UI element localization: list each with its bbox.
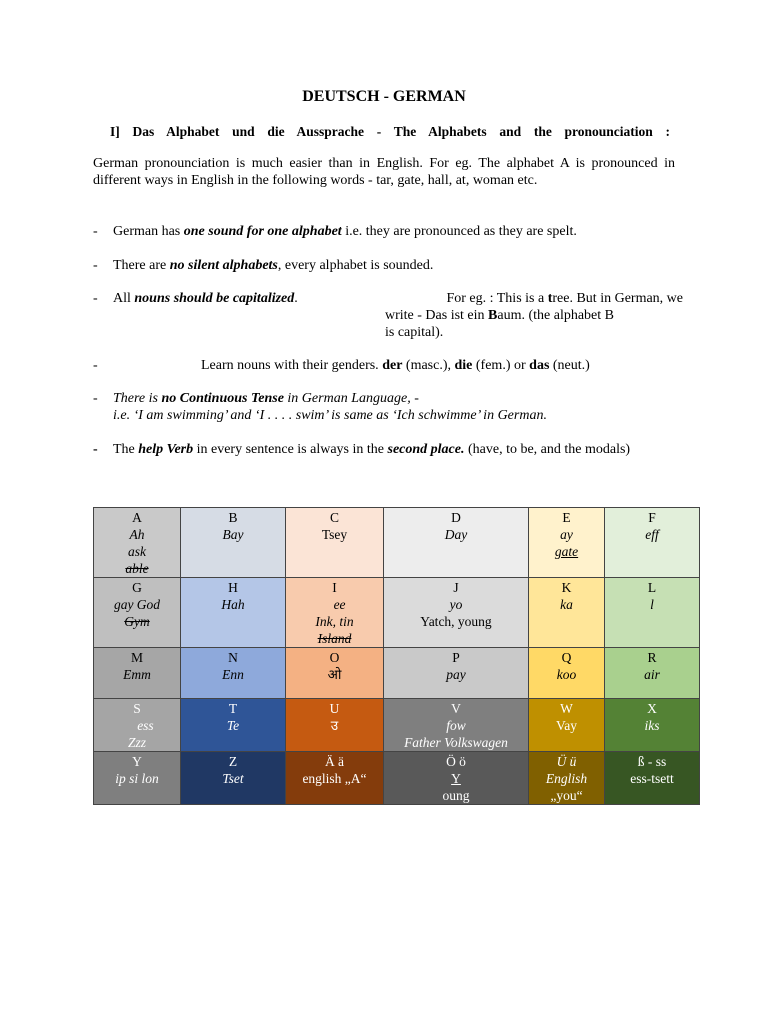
letter-cell-c <box>286 508 384 578</box>
bold-letter: t <box>547 291 553 306</box>
bullet-text: (masc.), <box>402 358 455 373</box>
bullet-text: i.e. they are pronounced as they are spelt. <box>341 224 577 239</box>
pronunciation: Bay <box>222 527 244 542</box>
letter: Z <box>228 754 238 769</box>
pronunciation: koo <box>556 667 577 682</box>
letter-cell-y <box>94 752 181 805</box>
bullet-emphasis: second place. <box>387 442 465 457</box>
example-word: „you“ <box>550 788 583 803</box>
bullet-text: German has <box>113 224 184 239</box>
bullet-genders <box>93 357 683 374</box>
bullet-text: (fem.) or <box>472 358 530 373</box>
pronunciation: ay <box>560 527 573 542</box>
bullet-dash: - <box>93 291 98 306</box>
letter-cell-j <box>384 578 529 648</box>
bullet-capitalized-nouns <box>93 290 683 341</box>
letter: F <box>648 510 656 525</box>
letter: W <box>560 701 573 716</box>
bullet-help-verb <box>93 441 683 458</box>
bullet-dash: - <box>93 442 98 457</box>
pronunciation: air <box>644 667 660 682</box>
pronunciation: Day <box>444 527 468 542</box>
gender-article: das <box>529 358 550 373</box>
letter-cell-f <box>605 508 700 578</box>
letter-cell-m <box>94 648 181 699</box>
bullet-text: is capital). <box>385 325 444 340</box>
letter: ß - ss <box>637 754 667 769</box>
pronunciation: Vay <box>556 718 577 733</box>
letter: H <box>228 580 238 595</box>
letter: O <box>329 650 340 665</box>
bullet-emphasis: no Continuous Tense <box>161 391 284 406</box>
letter: Ü ü <box>556 754 577 769</box>
gender-article: der <box>382 358 403 373</box>
bullet-continuous-tense <box>93 390 683 424</box>
bullet-emphasis: no silent alphabets <box>169 258 278 273</box>
letter: P <box>452 650 460 665</box>
bullet-dash: - <box>93 224 98 239</box>
bullet-one-sound <box>93 223 683 240</box>
letter: K <box>561 580 572 595</box>
letter: T <box>228 701 238 716</box>
bullet-emphasis: one sound for one alphabet <box>183 224 342 239</box>
pronunciation: Y oung <box>442 771 470 803</box>
bold-letter: B <box>488 308 498 323</box>
pronunciation: English <box>545 771 588 786</box>
bullet-text: The <box>113 442 139 457</box>
letter-cell-a-umlaut <box>286 752 384 805</box>
letter-cell-x <box>605 699 700 752</box>
letter: B <box>228 510 238 525</box>
letter: Ä ä <box>324 754 345 769</box>
pronunciation: Tsey <box>321 527 348 542</box>
letter-cell-b <box>181 508 286 578</box>
pronunciation: Hah <box>221 597 245 612</box>
letter: S ess <box>133 701 154 733</box>
intro-paragraph: German pronounciation is much easier than in English. For eg. The alphabet A is pronounced in different ways in English in the following words - tar, gate, hall, at, woman etc. <box>93 156 675 188</box>
table-row <box>94 699 700 752</box>
letter: G <box>132 580 142 595</box>
bullet-line <box>93 307 683 324</box>
letter: U <box>329 701 340 716</box>
letter-cell-e <box>529 508 605 578</box>
bullet-text: There is <box>113 391 162 406</box>
letter-cell-r <box>605 648 700 699</box>
bullet-text: For eg. : This is a <box>446 291 548 306</box>
letter-cell-o-umlaut <box>384 752 529 805</box>
bullet-silent-alphabets <box>93 257 683 274</box>
letter: N <box>228 650 238 665</box>
pronunciation: iks <box>644 718 660 733</box>
letter-cell-u <box>286 699 384 752</box>
pronunciation: Tset <box>222 771 244 786</box>
pronunciation: gay God <box>113 597 161 612</box>
bullet-text: Learn nouns with their genders. <box>201 358 383 373</box>
letter-cell-h <box>181 578 286 648</box>
letter-cell-q <box>529 648 605 699</box>
letter: Y <box>132 754 142 769</box>
pronunciation: उ <box>330 718 339 733</box>
bullet-text: All <box>113 291 135 306</box>
pronunciation: Ah <box>129 527 145 542</box>
pronunciation: Zzz <box>127 735 146 750</box>
bullet-dash: - <box>93 358 98 373</box>
bullet-text: ree. But in German, we <box>552 291 683 306</box>
letter: Q <box>561 650 572 665</box>
letter: V <box>451 701 461 716</box>
letter: C <box>329 510 339 525</box>
bullet-text: i.e. ‘I am swimming’ and ‘I . . . . swim’ is same as ‘Ich schwimme’ in German. <box>113 408 547 423</box>
letter: R <box>647 650 657 665</box>
bullet-text: . <box>294 291 298 306</box>
gender-article: die <box>454 358 473 373</box>
table-row <box>94 578 700 648</box>
letter: Ö ö <box>446 754 466 769</box>
letter: L <box>647 580 657 595</box>
bullet-text: in every sentence is always in the <box>193 442 388 457</box>
pronunciation: ओ <box>327 667 342 682</box>
table-row <box>94 648 700 699</box>
bullet-text: write - Das ist ein <box>385 308 489 323</box>
example-word: Island <box>317 631 352 646</box>
letter-cell-d <box>384 508 529 578</box>
example-word: ask able <box>125 544 149 576</box>
pronunciation: Enn <box>222 667 244 682</box>
bullet-dash: - <box>93 258 98 273</box>
letter-cell-l <box>605 578 700 648</box>
bullet-emphasis: help Verb <box>138 442 194 457</box>
letter-cell-t <box>181 699 286 752</box>
pronunciation: Emm <box>123 667 151 682</box>
letter: M <box>130 650 143 665</box>
letter-cell-w <box>529 699 605 752</box>
letter-cell-i <box>286 578 384 648</box>
letter-cell-p <box>384 648 529 699</box>
pronunciation: Ink, tin <box>315 614 354 629</box>
section-heading: I] Das Alphabet und die Aussprache - The Alphabets and the pronounciation : <box>110 124 670 139</box>
letter-cell-a <box>94 508 181 578</box>
pronunciation: fow <box>446 718 466 733</box>
letter-cell-eszett <box>605 752 700 805</box>
example-word: gate <box>554 544 579 559</box>
letter-cell-k <box>529 578 605 648</box>
page-title: DEUTSCH - GERMAN <box>302 88 466 105</box>
letter: E <box>562 510 571 525</box>
letter: D <box>451 510 461 525</box>
pronunciation: ka <box>560 597 573 612</box>
pronunciation: ess-tsett <box>630 771 674 786</box>
letter-cell-z <box>181 752 286 805</box>
letter-cell-n <box>181 648 286 699</box>
table-row <box>94 508 700 578</box>
bullet-dash: - <box>93 391 98 406</box>
table-row <box>94 752 700 805</box>
letter: X <box>647 701 657 716</box>
letter-cell-v <box>384 699 529 752</box>
bullet-text: in German Language, - <box>283 391 419 406</box>
bullet-text: There are <box>113 258 170 273</box>
bullet-text: (neut.) <box>549 358 590 373</box>
bullet-emphasis: nouns should be capitalized <box>134 291 295 306</box>
pronunciation: eff <box>645 527 659 542</box>
bullet-text: , every alphabet is sounded. <box>277 258 434 273</box>
pronunciation: english „A“ <box>302 771 367 786</box>
pronunciation: l <box>650 597 654 612</box>
pronunciation: pay <box>446 667 466 682</box>
bullet-text: aum. (the alphabet B <box>497 308 615 323</box>
bullet-line <box>93 290 683 307</box>
letter-cell-s <box>94 699 181 752</box>
alphabet-table <box>93 507 700 805</box>
example-word: Gym <box>124 614 150 629</box>
example-word: Yatch, young <box>420 614 492 629</box>
letter-cell-u-umlaut <box>529 752 605 805</box>
letter: A <box>132 510 142 525</box>
example-word: Father Volkswagen <box>404 735 508 750</box>
letter-cell-g <box>94 578 181 648</box>
pronunciation: yo <box>449 597 463 612</box>
bullet-text: (have, to be, and the modals) <box>464 442 631 457</box>
letter-cell-o <box>286 648 384 699</box>
pronunciation: Te <box>226 718 240 733</box>
letter: J <box>453 580 459 595</box>
pronunciation: ip si lon <box>115 771 159 786</box>
letter: I ee <box>332 580 346 612</box>
